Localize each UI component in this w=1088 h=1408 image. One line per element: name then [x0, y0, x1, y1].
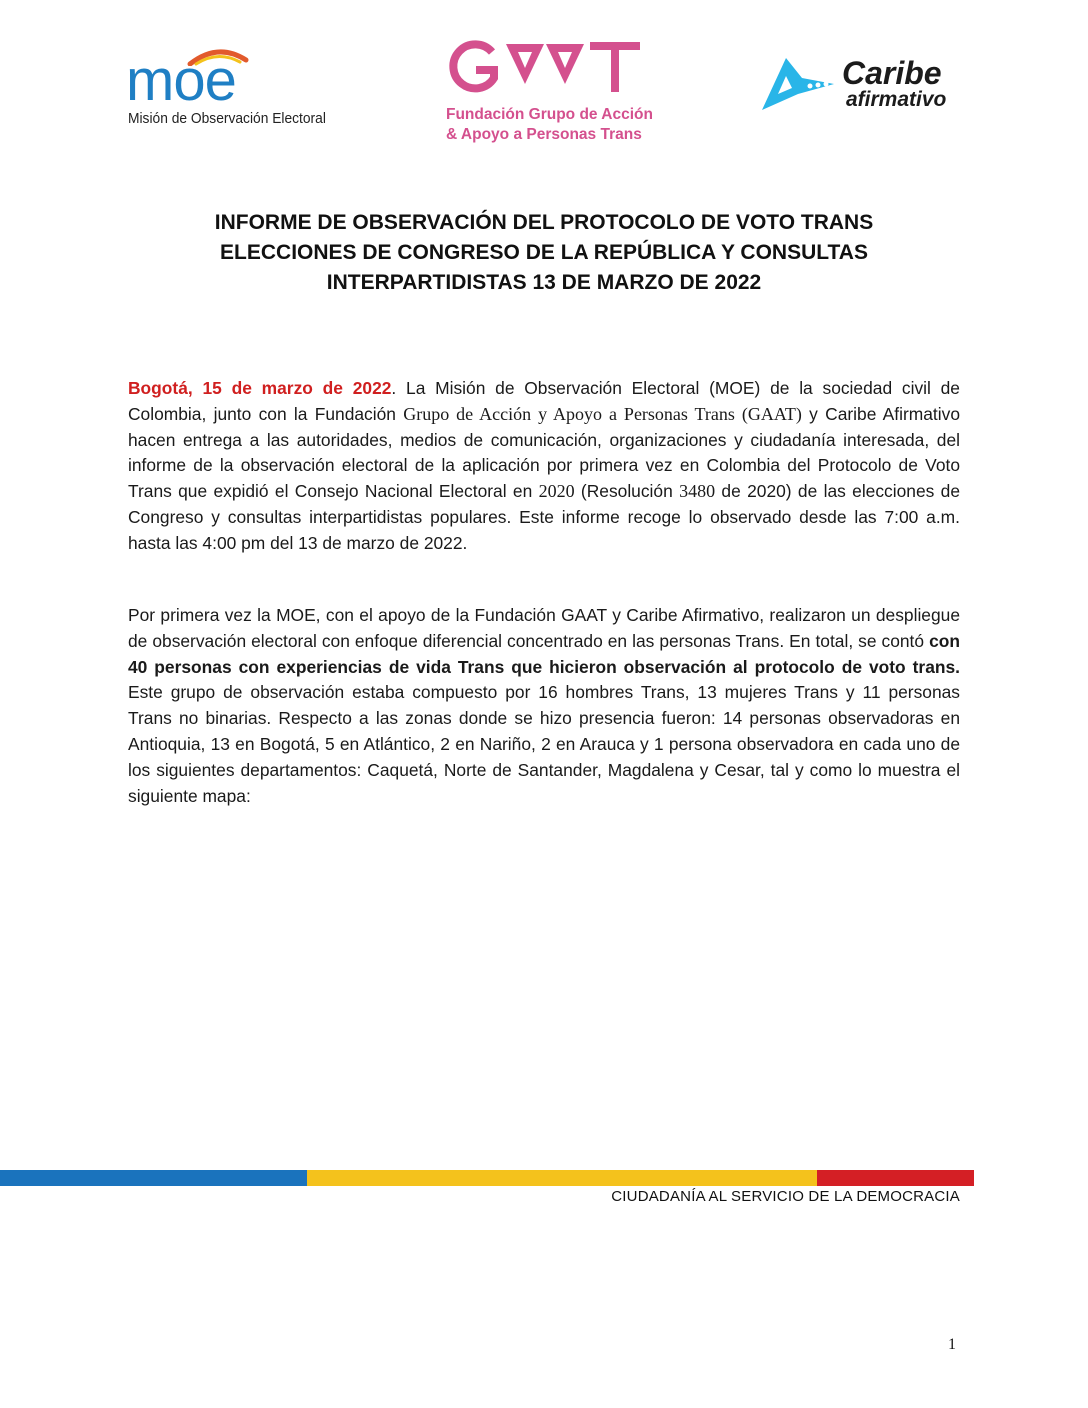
- paragraph-highlight: con 40 personas con experiencias de vida Trans que hicieron observación al protocolo de voto trans.: [128, 630, 960, 677]
- dateline: Bogotá, 15 de marzo de 2022: [128, 378, 392, 398]
- page-number: 1: [948, 1336, 956, 1353]
- paragraph-text: de 2020) de las elecciones de Congreso y consultas interpartidistas populares. Este informe recoge lo observado desde las 7:00 a.m. hasta las 4:00 pm del 13 de marzo de 2022.: [128, 481, 960, 553]
- title-line-2: ELECCIONES DE CONGRESO DE LA REPÚBLICA Y CONSULTAS: [220, 241, 868, 264]
- paragraph-text: (Resolución: [574, 481, 680, 502]
- caribe-afirmativo-logo: [758, 54, 958, 124]
- paragraph-text: 3480: [679, 481, 716, 502]
- gaat-subtitle-line1: Fundación Grupo de Acción: [446, 106, 653, 123]
- document-title: [120, 208, 968, 298]
- paragraph-observation: [128, 603, 960, 809]
- gaat-wordmark-graphic: [440, 38, 650, 102]
- footer-slogan: CIUDADANÍA AL SERVICIO DE LA DEMOCRACIA: [611, 1188, 960, 1205]
- paragraph-intro: [128, 376, 960, 557]
- afirmativo-wordmark: afirmativo: [846, 88, 947, 111]
- paragraph-text: . La Misión de Observación Electoral (MOE) de la sociedad civil de Colombia, junto con la Fundación: [128, 378, 960, 424]
- caribe-bird-icon: [758, 54, 838, 114]
- paragraph-text: Este grupo de observación estaba compuesto por 16 hombres Trans, 13 mujeres Trans y 11 personas Trans no binarias. Respecto a las zonas donde se hizo presencia fueron: 14 personas observadoras en Antioquia, 13 en Bogotá, 5 en Atlántico, 2 en Nariño, 2 en Arauca y 1 persona observadora en cada uno de los siguientes departamentos: Caquetá, Norte de Santander, Magdalena y Cesar, tal y como lo muestra el siguiente mapa:: [128, 682, 960, 806]
- paragraph-text: y Caribe Afirmativo hacen entrega a las autoridades, medios de comunicación, organizaciones y ciudadanía interesada, del informe de la observación electoral de la aplicación por primera vez en Colombia del Protocolo de Voto Trans que expidió el Consejo Nacional Electoral en: [128, 403, 960, 502]
- moe-arc-icon: [186, 46, 250, 66]
- caribe-wordmark: Caribe: [842, 55, 942, 91]
- moe-logo: [126, 48, 336, 132]
- footer-bar-red: [817, 1170, 974, 1186]
- gaat-logo: [440, 38, 653, 148]
- title-line-1: INFORME DE OBSERVACIÓN DEL PROTOCOLO DE VOTO TRANS: [214, 211, 874, 234]
- moe-wordmark-text: moe: [126, 48, 236, 113]
- paragraph-text: Grupo de Acción y Apoyo a Personas Trans (GAAT): [403, 403, 802, 424]
- moe-subtitle: Misión de Observación Electoral: [128, 110, 326, 127]
- title-line-3: INTERPARTIDISTAS 13 DE MARZO DE 2022: [326, 271, 762, 294]
- footer-bar-yellow: [307, 1170, 817, 1186]
- footer-bar-blue: [0, 1170, 307, 1186]
- gaat-subtitle-line2: & Apoyo a Personas Trans: [446, 126, 642, 143]
- paragraph-text: Por primera vez la MOE, con el apoyo de la Fundación GAAT y Caribe Afirmativo, realizaron un despliegue de observación electoral con enfoque diferencial concentrado en las personas Trans. En total, se contó: [128, 605, 960, 651]
- paragraph-text: 2020: [538, 481, 575, 502]
